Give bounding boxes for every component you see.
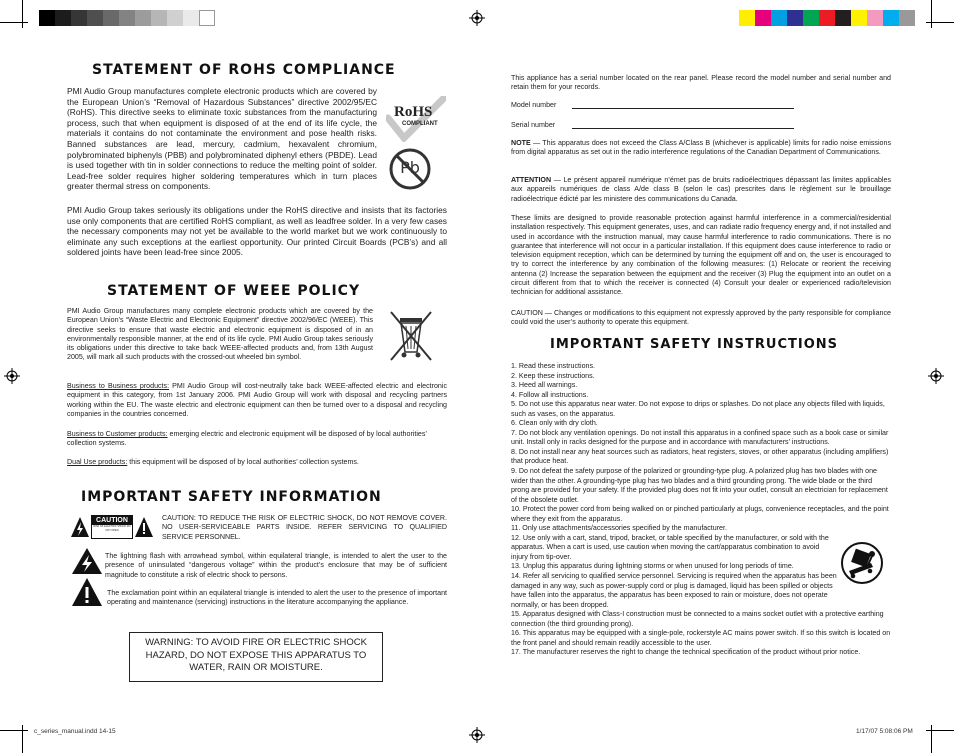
model-number-line [572, 108, 794, 109]
color-swatch [119, 10, 135, 26]
pb-text: Pb [400, 158, 420, 177]
instruction-item: 12. Use only with a cart, stand, tripod, bracket, or table specified by the manufacturer, or sold with the apparatus. When a cart is used, use caution when moving the cart/apparatus combination to avoid injury from tip-over. [511, 533, 829, 561]
crop-mark [926, 22, 954, 23]
serial-number-label: Serial number [511, 121, 556, 129]
rohs-logo-text: RoHS [394, 104, 433, 120]
color-swatch [803, 10, 819, 26]
crossed-out-bin-icon [385, 308, 437, 362]
caution-box-title: CAUTION [92, 516, 132, 525]
instruction-item: 6. Clean only with dry cloth. [511, 419, 598, 428]
registration-mark-icon [469, 727, 485, 743]
color-swatch [835, 10, 851, 26]
dual-use-text: this equipment will be disposed of by local authorities’ collection systems. [127, 458, 359, 466]
instruction-item: 17. The manufacturer reserves the right to change the technical specification of the product without prior notice. [511, 648, 861, 657]
instruction-item: 1. Read these instructions. [511, 362, 595, 370]
rohs-heading: STATEMENT OF ROHS COMPLIANCE [92, 62, 396, 78]
instruction-item: 11. Only use attachments/accessories specified by the manufacturer. [511, 524, 727, 533]
warning-box: WARNING: TO AVOID FIRE OR ELECTRIC SHOCK HAZARD, DO NOT EXPOSE THIS APPARATUS TO WATER, RAIN OR MOISTURE. [129, 632, 383, 682]
weee-paragraph-1: PMI Audio Group manufactures many complete electronic products which are covered by the European Union’s “Waste Electric and Electronic Equipment” directive 2002/96/EC (WEEE). This directive seeks to ensure that waste electric and electronic equipment is disposed of in an environmentally responsible manner, at the end of its life cycle. PMI Audio Group takes seriously its obligations under this directive to take back WEEE-affected products and, from 13th August 2005, will mark all such products with the crossed-out wheeled bin symbol. [67, 307, 373, 362]
note-text: — This apparatus does not exceed the Class A/Class B (whichever is applicable) limits for radio noise emissions from digital apparatus as set out in the radio interference regulations of the Canadian Department of Communications. [511, 139, 891, 157]
serial-number-line [572, 128, 794, 129]
b2b-text: PMI Audio Group will cost-neutrally take back WEEE-affected electric and electronic equipment in this category, from 1st January 2006. PMI Audio Group will work with disposal and recycling partners working within the EU. The waste electric and electronic equipment can then be turned over to a disposal and recycling companies in the countries concerned. [67, 382, 447, 418]
rohs-paragraph-2: PMI Audio Group takes seriously its obligations under the RoHS directive and insists that its factories use only components that are certified RoHS compliant, as well as leadfree solder. In a very few cases the necessary components may not yet be available to the world market but we work continuously to eliminate any such exceptions at the earliest opportunity. Our printed Circuit Boards (PCB’s) and all soldered joints have been lead-free since 2005. [67, 205, 447, 258]
color-swatch [899, 10, 915, 26]
note-paragraph [511, 139, 891, 158]
safety-instructions-heading: IMPORTANT SAFETY INSTRUCTIONS [550, 337, 839, 352]
exclamation-triangle-icon [134, 516, 154, 538]
registration-mark-icon [4, 368, 20, 384]
color-swatch [135, 10, 151, 26]
color-swatch [183, 10, 199, 26]
instruction-item: 5. Do not use this apparatus near water. Do not expose to drips or splashes. Do not place any objects filled with liquids, such as vases, on the apparatus. [511, 400, 885, 418]
caution-paragraph: CAUTION: TO REDUCE THE RISK OF ELECTRIC SHOCK, DO NOT REMOVE COVER. NO USER-SERVICEABLE PARTS INSIDE. REFER SERVICING TO QUALIFIED SERVICE PERSONNEL. [162, 514, 447, 541]
instruction-item: 10. Protect the power cord from being walked on or pinched particularly at plugs, convenience receptacles, and the point where they exit from the apparatus. [511, 505, 889, 523]
color-swatch [71, 10, 87, 26]
registration-mark-icon [469, 10, 485, 26]
weee-heading: STATEMENT OF WEEE POLICY [107, 283, 361, 299]
safety-instructions-list [511, 362, 891, 658]
color-swatch [787, 10, 803, 26]
instruction-item: 4. Follow all instructions. [511, 390, 589, 399]
note-label: NOTE [511, 139, 531, 147]
attention-text: — Le présent appareil numérique n’émet pas de bruits radioélectriques dépassant las limites applicables aux appareils numériques de class A/de class B (selon le cas) prescrites dans le règlement sur le brouillage radioélectrique édicté par les ministere des communications du Canada. [511, 176, 891, 203]
instruction-item: 14. Refer all servicing to qualified service personnel. Servicing is required when the apparatus has been damaged in any way, such as power-supply cord or plug is damaged, liquid has been spilled or objects have fallen into the apparatus, the apparatus has been exposed to rain or moisture, does not operate normally, or has been dropped. [511, 572, 837, 609]
b2c-label: Business to Customer products: [67, 430, 168, 438]
color-swatch [867, 10, 883, 26]
footer-date: 1/17/07 5:08:06 PM [856, 728, 913, 735]
lightning-paragraph: The lightning flash with arrowhead symbol, within equilateral triangle, is intended to alert the user to the presence of uninsulated “dangerous voltage” within the product’s enclosure that may be of sufficient magnitude to constitute a risk of electric shock to persons. [105, 552, 447, 579]
footer-file-name: c_series_manual.indd 14-15 [34, 728, 116, 735]
crop-mark [931, 0, 932, 28]
exclamation-triangle-icon [71, 577, 103, 607]
rohs-paragraph-1: PMI Audio Group manufactures complete electronic products which are covered by the European Union’s “Removal of Hazardous Substances” directive 2002/95/EC (RoHS). This directive seeks to eliminate toxic substances from the manufacturing process, such that when equipment is disposed of at the end of its life cycle, the materials it contains do not contaminate the environment and pose health risks. Banned substances are lead, mercury, cadmium, hexavalent chromium, polybrominated biphenyls (PBB) and polybrominated diphenyl ethers (PBDE). Lead is used together with tin in solder connections to reduce the melting point of solder. Lead-free solder requires higher soldering temperatures which in turn places greater thermal stress on components. [67, 86, 377, 192]
lightning-triangle-icon [70, 516, 90, 538]
instruction-item: 3. Heed all warnings. [511, 381, 578, 390]
rohs-logo-subtext: COMPLIANT [402, 121, 438, 127]
instruction-item: 15. Apparatus designed with Class-I construction must be connected to a mains socket outlet with a protective earthing connection (the third grounding prong). [511, 610, 884, 628]
exclamation-paragraph: The exclamation point within an equilateral triangle is intended to alert the user to the presence of important operating and maintenance (servicing) instructions in the literature accompanying the appliance. [107, 589, 447, 607]
color-swatch [819, 10, 835, 26]
color-swatch [739, 10, 755, 26]
caution-label [70, 514, 154, 540]
color-swatch [883, 10, 899, 26]
b2b-paragraph [67, 382, 447, 419]
color-swatch [151, 10, 167, 26]
b2c-text: emerging electric and electronic equipment will be disposed of by local authorities’ collection systems. [67, 430, 427, 448]
cart-warning-symbol [840, 541, 884, 585]
crop-mark [0, 22, 28, 23]
lightning-triangle-icon [71, 547, 103, 575]
serial-intro: This appliance has a serial number located on the rear panel. Please record the model number and serial number and retain them for your records. [511, 74, 891, 92]
caution-box-text: RISK OF ELECTRIC SHOCK DO NOT OPEN [93, 525, 131, 532]
lead-free-symbol [388, 147, 432, 191]
crop-mark [926, 730, 954, 731]
dual-use-label: Dual Use products: [67, 458, 128, 466]
color-swatch [199, 10, 215, 26]
model-number-label: Model number [511, 101, 557, 109]
color-swatch [755, 10, 771, 26]
instruction-item: 2. Keep these instructions. [511, 371, 595, 380]
color-swatch [55, 10, 71, 26]
color-swatch [39, 10, 55, 26]
instruction-item: 13. Unplug this apparatus during lightning storms or when unused for long periods of time. [511, 562, 794, 571]
color-swatch [103, 10, 119, 26]
color-swatch [87, 10, 103, 26]
caution-changes-paragraph: CAUTION — Changes or modifications to this equipment not expressly approved by the party responsible for compliance could void the user’s authority to operate this equipment. [511, 309, 891, 327]
registration-mark-icon [928, 368, 944, 384]
caution-box [91, 515, 133, 539]
instruction-item: 16. This apparatus may be equipped with a single-pole, rockerstyle AC mains power switch. If so this switch is located on the front panel and should remain readily accessible to the user. [511, 629, 891, 647]
color-swatch [851, 10, 867, 26]
cart-tip-over-icon [840, 541, 884, 585]
rohs-logo [386, 96, 446, 142]
attention-paragraph [511, 176, 891, 204]
instruction-item: 7. Do not block any ventilation openings. Do not install this apparatus in a confined space such as a book case or similar unit. Install only in racks designed for the purpose and in accordance with manufacturers’ instructions. [511, 428, 889, 447]
instruction-item: 9. Do not defeat the safety purpose of the polarized or grounding-type plug. A polarized plug has two blades with one wider than the other. A grounding-type plug has two blades and a third grounding prong. The wide blade or the third prong are provided for your safety. If the provided plug does not fit into your outlet, consult an electrician for replacement of the obsolete outlet. [511, 467, 888, 504]
b2b-label: Business to Business products: [67, 382, 170, 390]
instruction-item: 8. Do not install near any heat sources such as radiators, heat registers, stoves, or other apparatus (including amplifiers) that produce heat. [511, 447, 889, 466]
safety-info-heading: IMPORTANT SAFETY INFORMATION [81, 489, 382, 505]
color-swatch [771, 10, 787, 26]
attention-label: ATTENTION [511, 176, 552, 184]
b2c-paragraph [67, 430, 447, 449]
dual-use-paragraph [67, 458, 447, 467]
color-swatch [167, 10, 183, 26]
fcc-paragraph: These limits are designed to provide reasonable protection against harmful interference in a commercial/residential installation respectively. This equipment generates, uses, and can radiate radio frequency energy and, if not installed and used in accordance with the instruction manual, may cause harmful interference to radio communications. There is no guarantee that interference will not occur in a particular installation. If this equipment does cause interference to radio or television equipment reception, which can be determined by turning the equipment off and on, the user is encouraged to try to correct the interference by any combination of the following measures: (1) Relocate or reorient the receiving antenna (2) Increase the separation between the equipment and the receiver (3) Plug the equipment into an outlet on a circuit different from that to which the receiver is connected (4) Consult your dealer or experienced radio/television technician for additional assistance. [511, 214, 891, 297]
crop-mark [0, 730, 28, 731]
crop-mark [22, 0, 23, 28]
